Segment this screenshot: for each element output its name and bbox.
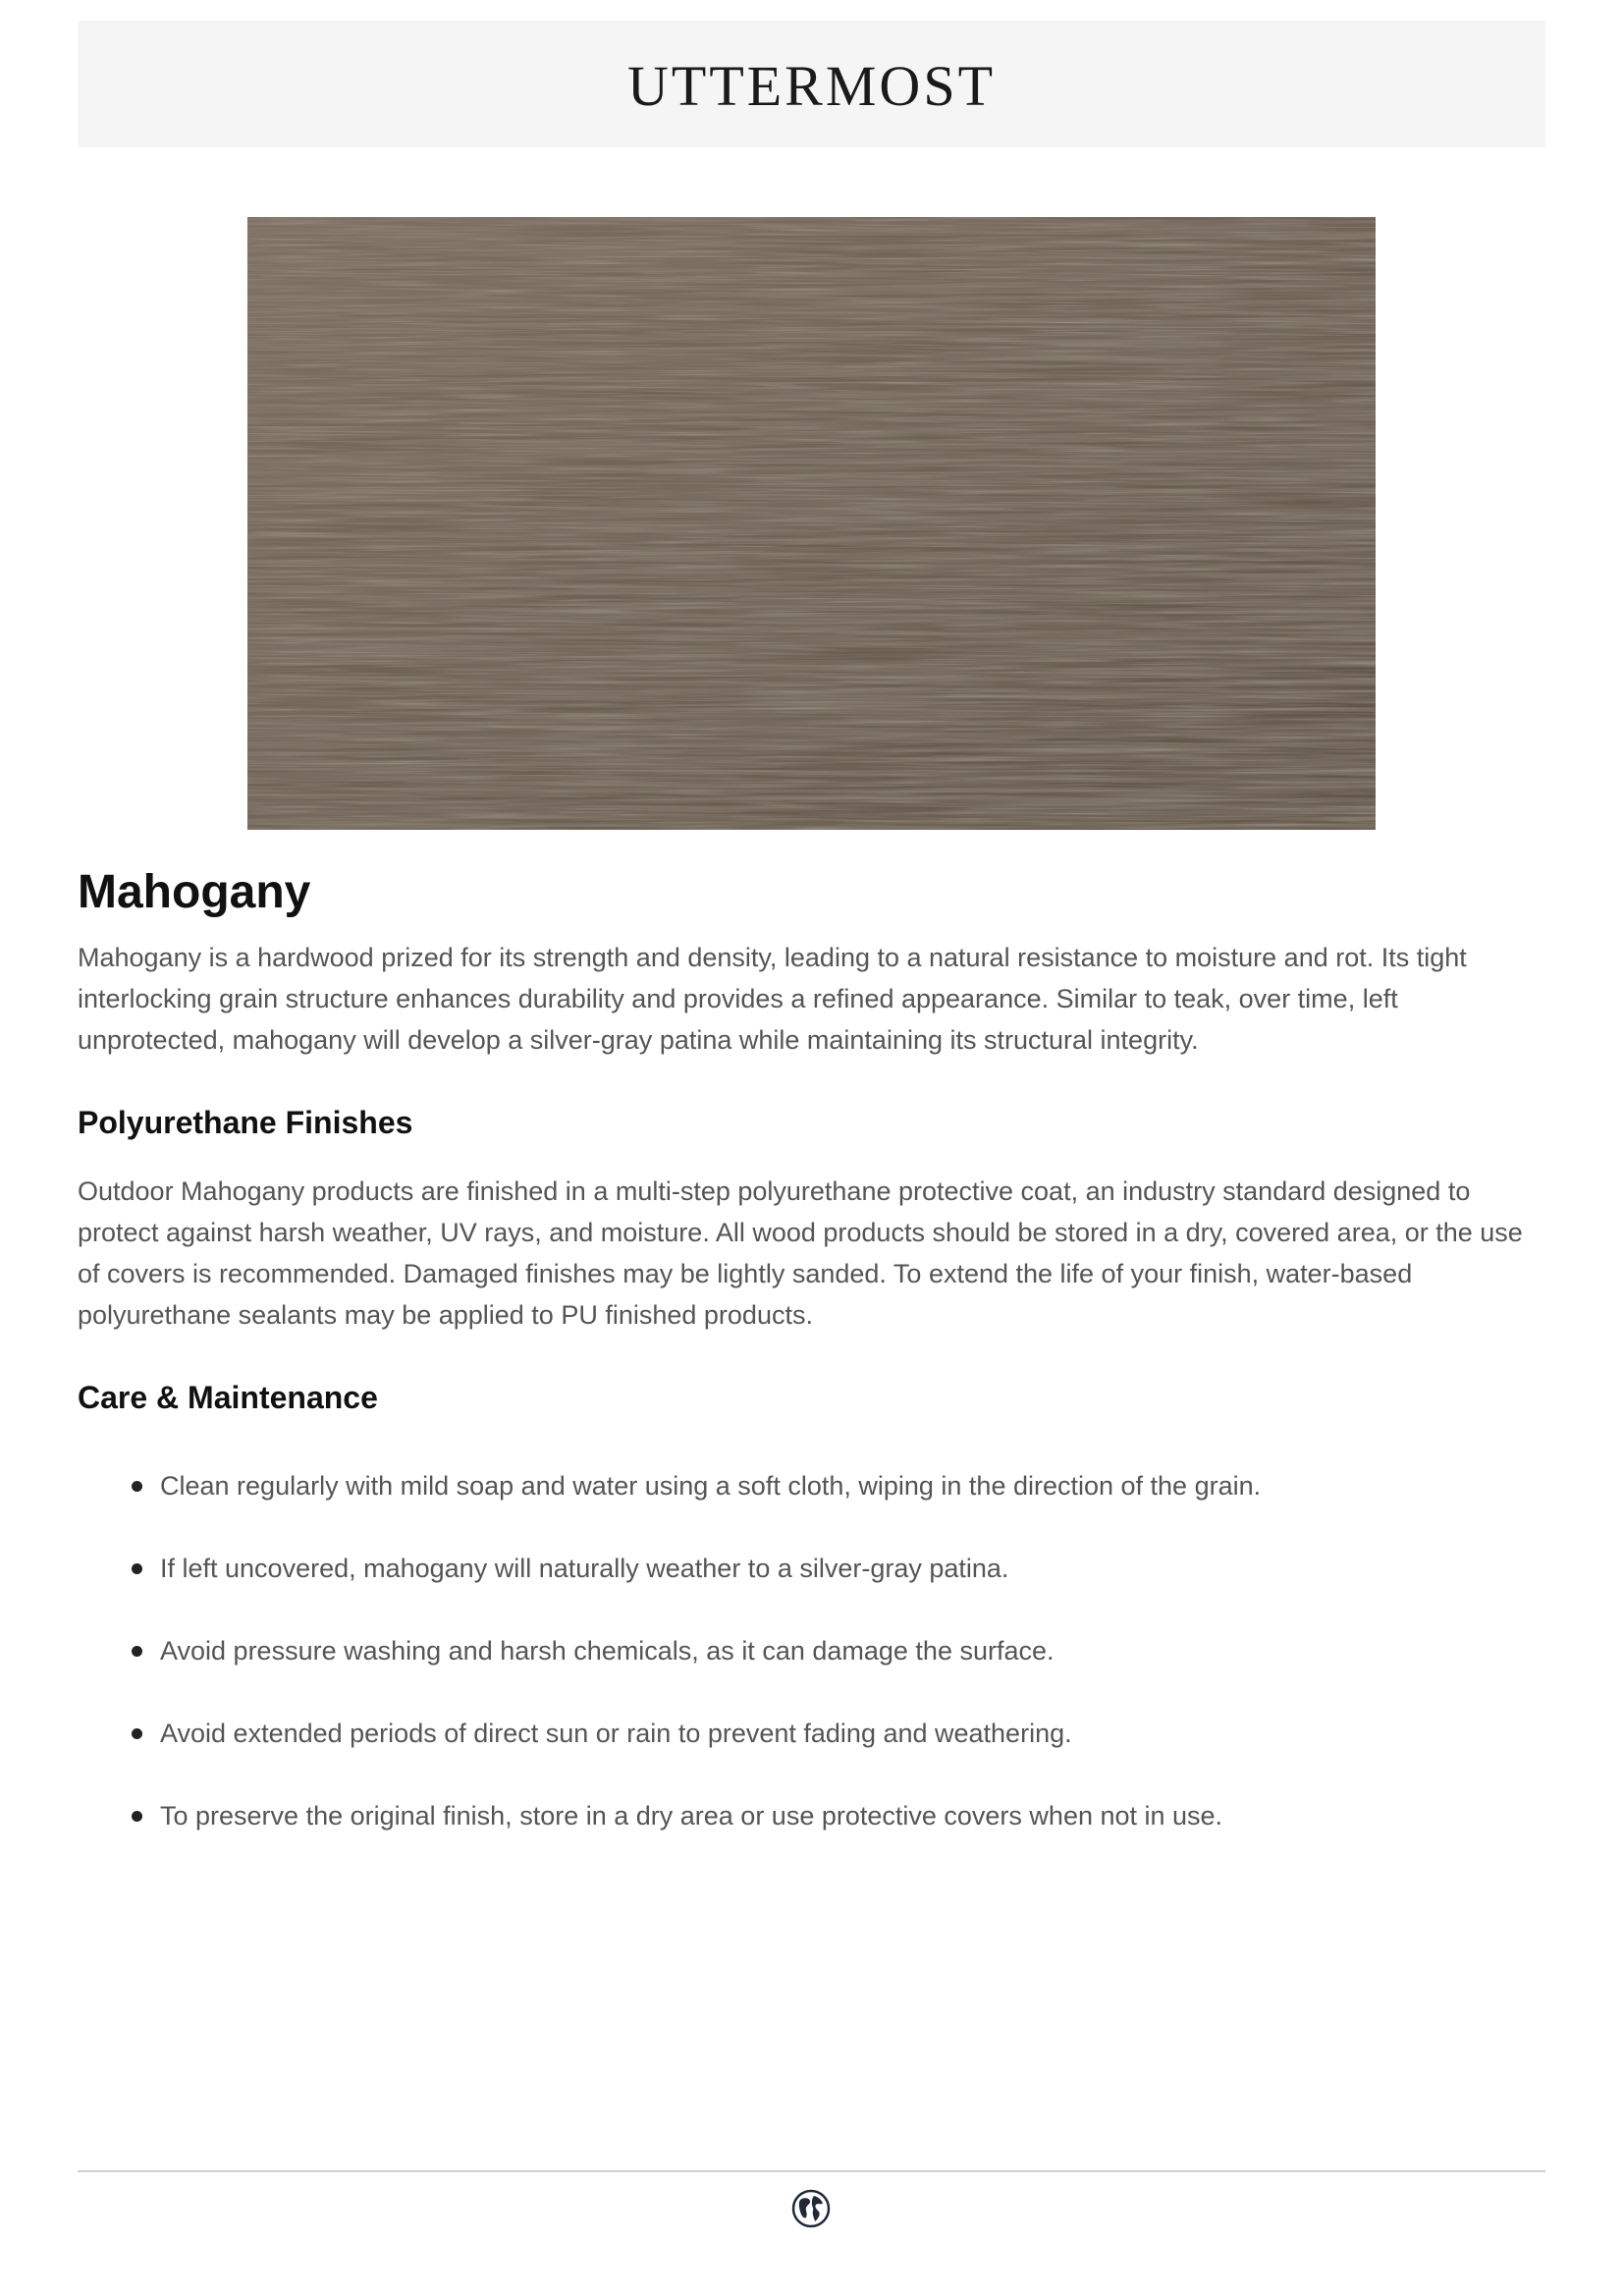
list-item-text: If left uncovered, mahogany will naturally weather to a silver-gray patina. <box>160 1554 1009 1584</box>
bullet-icon <box>132 1481 142 1492</box>
footer-divider <box>78 2170 1545 2172</box>
list-item-text: To preserve the original finish, store in a dry area or use protective covers when not in use. <box>160 1801 1223 1831</box>
header-banner <box>78 21 1545 147</box>
polyurethane-paragraph: Outdoor Mahogany products are finished in a multi-step polyurethane protective coat, an industry standard designed to protect against harsh weather, UV rays, and moisture. All wood products should be stored in a dry, covered area, or the use of covers is recommended. Damaged finishes may be lightly sanded. To extend the life of your finish, water-based polyurethane sealants may be applied to PU finished products. <box>78 1175 1523 1330</box>
globe-icon <box>790 2188 832 2229</box>
care-list <box>78 1465 1545 1836</box>
bullet-icon <box>132 1646 142 1657</box>
wood-grain-texture <box>247 217 1376 830</box>
list-item <box>78 1713 1545 1754</box>
care-heading: Care & Maintenance <box>78 1379 378 1415</box>
list-item <box>78 1548 1545 1589</box>
list-item-text: Clean regularly with mild soap and water using a soft cloth, wiping in the direction of the grain. <box>160 1471 1262 1502</box>
list-item-text: Avoid pressure washing and harsh chemicals, as it can damage the surface. <box>160 1636 1055 1667</box>
bullet-icon <box>132 1563 142 1574</box>
polyurethane-heading: Polyurethane Finishes <box>78 1104 413 1140</box>
main-content <box>78 864 1545 1878</box>
bullet-icon <box>132 1728 142 1739</box>
bullet-icon <box>132 1811 142 1822</box>
list-item <box>78 1630 1545 1671</box>
intro-paragraph: Mahogany is a hardwood prized for its strength and density, leading to a natural resistance to moisture and rot. Its tight interlocking grain structure enhances durability and provides a refined appearance. Similar to teak, over time, left unprotected, mahogany will develop a silver-gray patina while maintaining its structural integrity. <box>78 942 1467 1055</box>
brand-logo: UTTERMOST <box>627 53 996 118</box>
page-title: Mahogany <box>78 866 311 918</box>
list-item <box>78 1795 1545 1836</box>
wood-grain-image <box>247 217 1376 830</box>
list-item-text: Avoid extended periods of direct sun or rain to prevent fading and weathering. <box>160 1719 1072 1749</box>
list-item <box>78 1465 1545 1506</box>
